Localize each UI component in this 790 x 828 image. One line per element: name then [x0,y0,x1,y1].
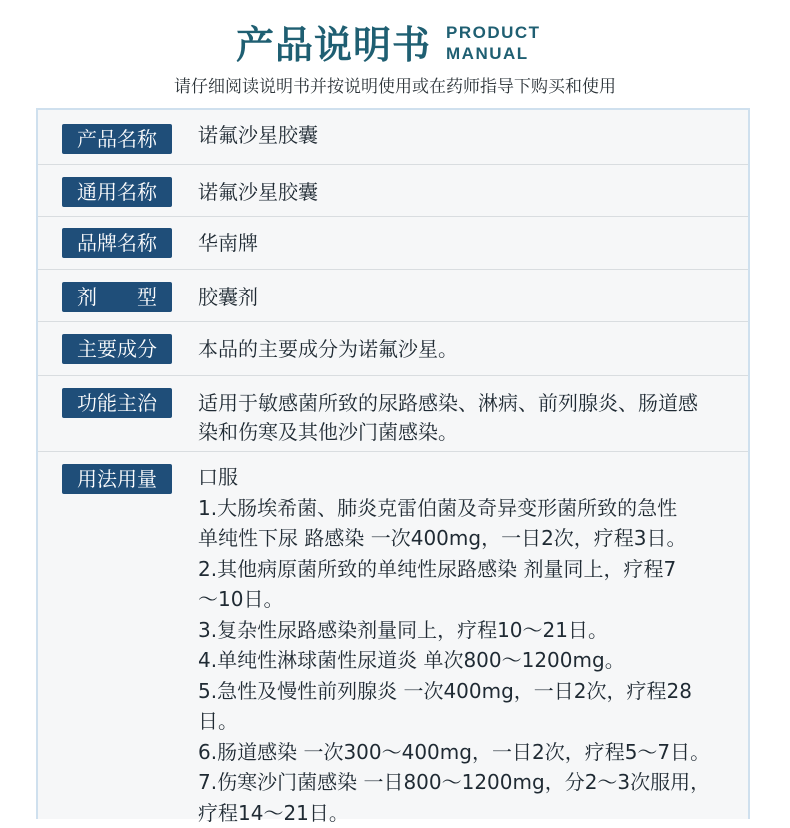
row-indications [38,375,748,452]
title-en-line1: PRODUCT [446,22,541,43]
value-generic-name: 诺氟沙星胶囊 [198,177,746,207]
dosage-line: 4.单纯性淋球菌性尿道炎 单次800～1200mg。 [198,645,746,676]
dosage-line: 日。 [198,706,746,737]
value-brand-name: 华南牌 [198,228,746,258]
indications-line: 染和伤寒及其他沙门菌感染。 [198,418,746,447]
header [0,0,790,110]
label-indications: 功能主治 [62,388,172,418]
row-brand-name [38,216,748,270]
label-dosage-form: 剂 型 [62,282,172,312]
value-usage-dosage [198,462,746,828]
dosage-line: 口服 [198,462,746,493]
subtitle: 请仔细阅读说明书并按说明使用或在药师指导下购买和使用 [0,72,790,97]
dosage-line: 6.肠道感染 一次300～400mg，一日2次，疗程5～7日。 [198,737,746,768]
value-main-ingredients: 本品的主要成分为诺氟沙星。 [198,334,746,364]
label-brand-name: 品牌名称 [62,228,172,258]
dosage-line: 5.急性及慢性前列腺炎 一次400mg，一日2次，疗程28 [198,676,746,707]
dosage-line: 1.大肠埃希菌、肺炎克雷伯菌及奇异变形菌所致的急性 [198,493,746,524]
label-product-name: 产品名称 [62,124,172,154]
row-generic-name [38,164,748,217]
dosage-line: 7.伤寒沙门菌感染 一日800～1200mg，分2～3次服用， [198,767,746,798]
row-product-name [38,110,748,164]
label-main-ingredients: 主要成分 [62,334,172,364]
page-title: 产品说明书 [236,14,431,69]
page-title-english [446,22,541,64]
dosage-line: ～10日。 [198,584,746,615]
dosage-line: 3.复杂性尿路感染剂量同上，疗程10～21日。 [198,615,746,646]
row-main-ingredients [38,321,748,376]
value-dosage-form: 胶囊剂 [198,282,746,312]
indications-line: 适用于敏感菌所致的尿路感染、淋病、前列腺炎、肠道感 [198,389,746,418]
dosage-line: 2.其他病原菌所致的单纯性尿路感染 剂量同上，疗程7 [198,554,746,585]
row-usage-dosage [38,451,748,822]
value-indications [198,389,746,447]
title-en-line2: MANUAL [446,43,541,64]
row-dosage-form [38,269,748,322]
manual-panel [36,108,750,819]
dosage-line: 疗程14～21日。 [198,798,746,828]
value-product-name: 诺氟沙星胶囊 [198,120,746,150]
dosage-line: 单纯性下尿 路感染 一次400mg，一日2次，疗程3日。 [198,523,746,554]
label-usage-dosage: 用法用量 [62,464,172,494]
label-generic-name: 通用名称 [62,177,172,207]
